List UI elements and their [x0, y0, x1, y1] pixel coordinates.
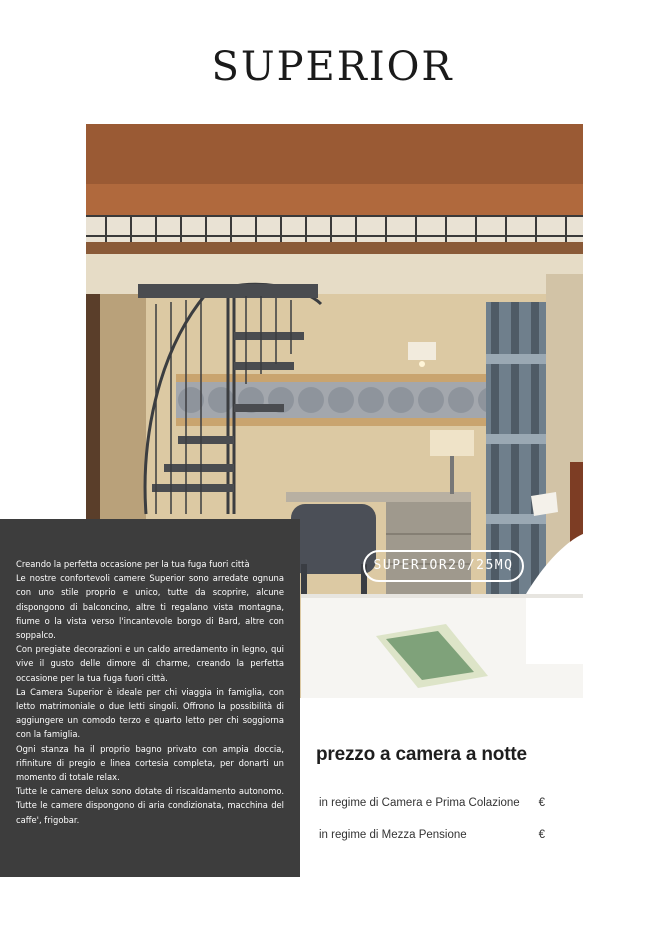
description-paragraph: La Camera Superior è ideale per chi viaggia in famiglia, con letto matrimoniale o due letti singoli. Offrono la possibilità di aggiungere un comodo terzo e quarto letto per chi soggiorna con la famiglia.	[16, 686, 284, 740]
description-panel	[0, 519, 300, 877]
price-row-label: in regime di Mezza Pensione	[319, 829, 467, 841]
room-size-badge: SUPERIOR20/25MQ	[363, 550, 524, 582]
price-row-label: in regime di Camera e Prima Colazione	[319, 797, 520, 809]
description-paragraph: Creando la perfetta occasione per la tua fuga fuori città	[16, 559, 250, 569]
description-paragraph: Tutte le camere delux sono dotate di riscaldamento autonomo. Tutte le camere dispongono di aria condizionata, macchina del caffe', frigobar.	[16, 786, 284, 825]
price-row-breakfast	[319, 797, 545, 809]
description-paragraph: Le nostre confortevoli camere Superior sono arredate ognuna con uno stile proprio e unico, tutte da scoprire, alcune dispongono di balconcino, altre ti regalano vista montagna, fiume o la vista verso l'incantevole borgo di Bard, altre con soppalco.	[16, 573, 284, 641]
price-row-currency: €	[538, 797, 545, 809]
price-row-half-board	[319, 829, 545, 841]
page-title: SUPERIOR	[211, 44, 454, 90]
price-heading: prezzo a camera a notte	[316, 744, 527, 765]
description-paragraph: Con pregiate decorazioni e un caldo arredamento in legno, qui vive il gusto delle dimore di charme, creando la perfetta occasione per la tua fuga fuori città.	[16, 644, 284, 683]
price-row-currency: €	[538, 829, 545, 841]
description-paragraph: Ogni stanza ha il proprio bagno privato con ampia doccia, rifiniture di pregio e linea cortesia completa, per donarti un momento di totale relax.	[16, 743, 284, 783]
